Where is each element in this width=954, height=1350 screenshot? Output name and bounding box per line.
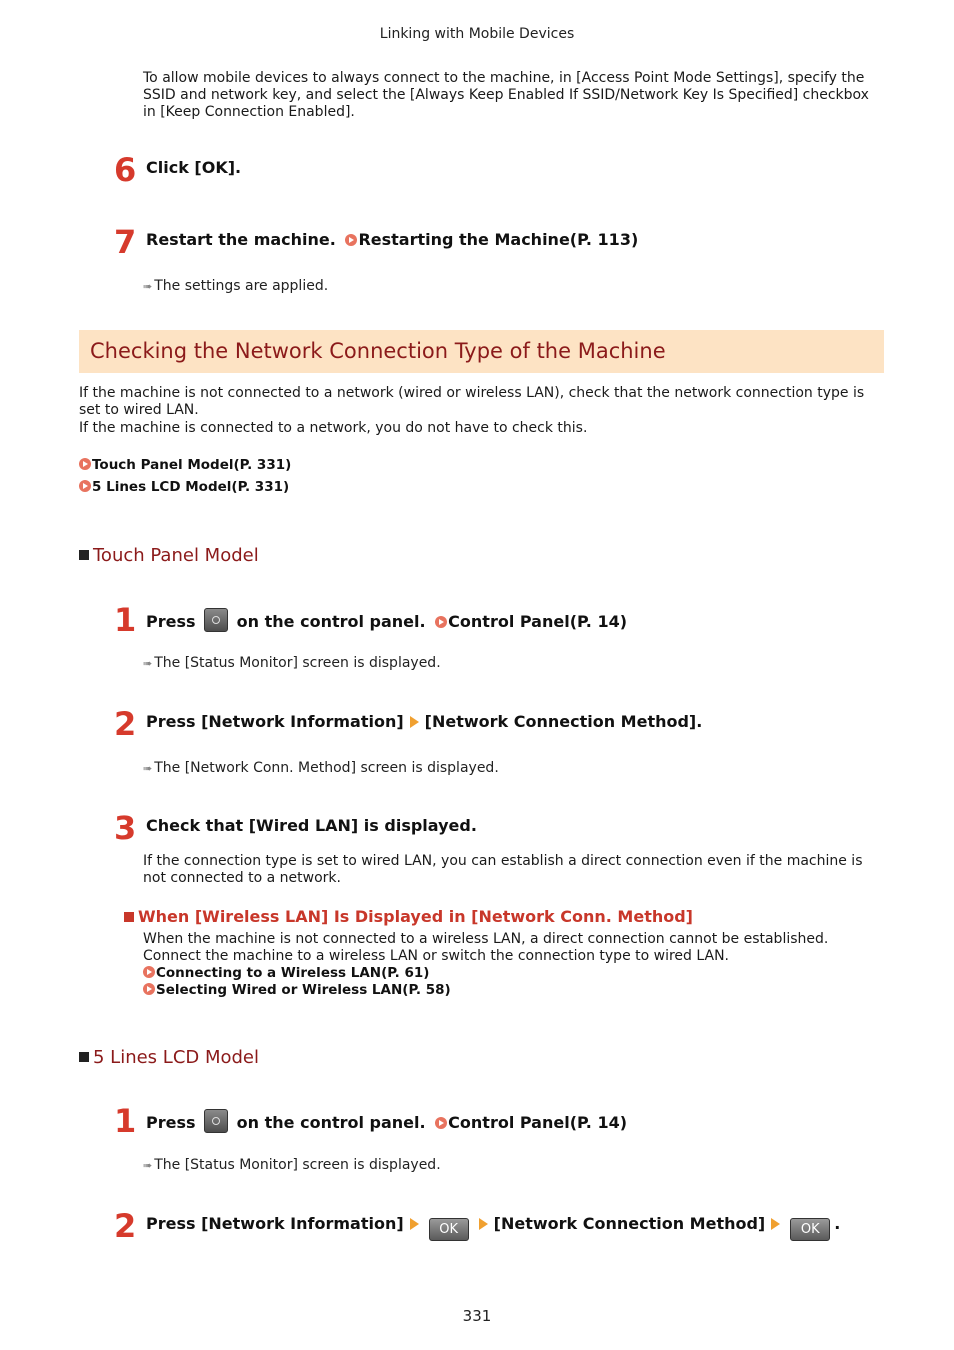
link-lcd-model[interactable]: 5 Lines LCD Model(P. 331) — [79, 479, 289, 495]
control-panel-link[interactable]: Control Panel(P. 14) — [448, 1113, 628, 1132]
step-number: 2 — [114, 705, 137, 743]
link-wireless-lan[interactable]: Connecting to a Wireless LAN(P. 61) — [143, 965, 429, 981]
step-text: Press [Network Information] [Network Connection Method]. — [146, 712, 703, 731]
result-text: The settings are applied. — [154, 278, 329, 294]
link-arrow-icon — [79, 458, 91, 470]
subsection-heading: 5 Lines LCD Model — [79, 1047, 259, 1068]
square-bullet-icon — [79, 550, 89, 560]
result-arrow-icon: ➠ — [143, 762, 152, 775]
step-result: ➠ The [Status Monitor] screen is displayed. — [143, 655, 441, 671]
step-number: 6 — [114, 151, 137, 189]
next-arrow-icon — [410, 1218, 419, 1230]
step-text: Press on the control panel. Control Panel(P. 14) — [146, 1109, 627, 1133]
step-text: Press [Network Information] OK [Network Connection Method] OK . — [146, 1214, 840, 1241]
subsection-heading: Touch Panel Model — [79, 545, 259, 566]
intro-paragraph: To allow mobile devices to always connect to the machine, in [Access Point Mode Settings], specify the SSID and network key, and select the [Always Keep Enabled If SSID/Network Key Is Specified] checkbox in [Keep Connection Enabled]. — [143, 70, 869, 120]
note-heading: When [Wireless LAN] Is Displayed in [Network Conn. Method] — [124, 907, 693, 926]
status-monitor-key-icon — [204, 1109, 228, 1133]
step-number: 1 — [114, 1102, 137, 1140]
restart-link[interactable]: Restarting the Machine(P. 113) — [358, 230, 639, 249]
section-banner — [79, 330, 884, 373]
link-arrow-icon — [79, 480, 91, 492]
step-result: ➠ The [Status Monitor] screen is displayed. — [143, 1157, 441, 1173]
step-result: ➠ The [Network Conn. Method] screen is displayed. — [143, 760, 499, 776]
link-wired-or-wireless[interactable]: Selecting Wired or Wireless LAN(P. 58) — [143, 982, 451, 998]
page-number: 331 — [462, 1307, 492, 1325]
step-number: 2 — [114, 1207, 137, 1245]
result-arrow-icon: ➠ — [143, 280, 152, 293]
next-arrow-icon — [479, 1218, 488, 1230]
step-result — [143, 278, 328, 295]
square-bullet-icon — [124, 912, 134, 922]
section-title: Checking the Network Connection Type of the Machine — [90, 339, 666, 363]
step-label: Restart the machine. — [146, 230, 336, 249]
step-text — [146, 230, 638, 250]
next-arrow-icon — [771, 1218, 780, 1230]
result-arrow-icon: ➠ — [143, 1159, 152, 1172]
step-number: 7 — [114, 223, 137, 261]
step-text: Check that [Wired LAN] is displayed. — [146, 816, 477, 835]
step-text: Press on the control panel. Control Panel(P. 14) — [146, 608, 627, 632]
link-arrow-icon — [143, 966, 155, 978]
control-panel-link[interactable]: Control Panel(P. 14) — [448, 612, 628, 631]
section-paragraph: If the machine is not connected to a network (wired or wireless LAN), check that the network connection type is set to wired LAN. — [79, 385, 865, 418]
link-arrow-icon — [435, 616, 447, 628]
status-monitor-key-icon — [204, 608, 228, 632]
link-arrow-icon — [435, 1117, 447, 1129]
link-arrow-icon — [143, 983, 155, 995]
next-arrow-icon — [410, 716, 419, 728]
note-paragraph: When the machine is not connected to a wireless LAN, a direct connection cannot be established. Connect the machine to a wireless LAN or switch the connection type to wired LAN. — [143, 931, 829, 964]
link-arrow-icon — [345, 234, 357, 246]
step-number: 3 — [114, 809, 137, 847]
ok-key-icon: OK — [429, 1218, 469, 1241]
link-touch-panel[interactable]: Touch Panel Model(P. 331) — [79, 457, 291, 473]
result-arrow-icon: ➠ — [143, 657, 152, 670]
square-bullet-icon — [79, 1052, 89, 1062]
step-text: Click [OK]. — [146, 158, 242, 177]
section-paragraph-2: If the machine is connected to a network, you do not have to check this. — [79, 420, 588, 436]
ok-key-icon: OK — [790, 1218, 830, 1241]
step-paragraph: If the connection type is set to wired LAN, you can establish a direct connection even if the machine is not connected to a network. — [143, 853, 863, 886]
step-number: 1 — [114, 601, 137, 639]
running-header: Linking with Mobile Devices — [379, 26, 575, 42]
